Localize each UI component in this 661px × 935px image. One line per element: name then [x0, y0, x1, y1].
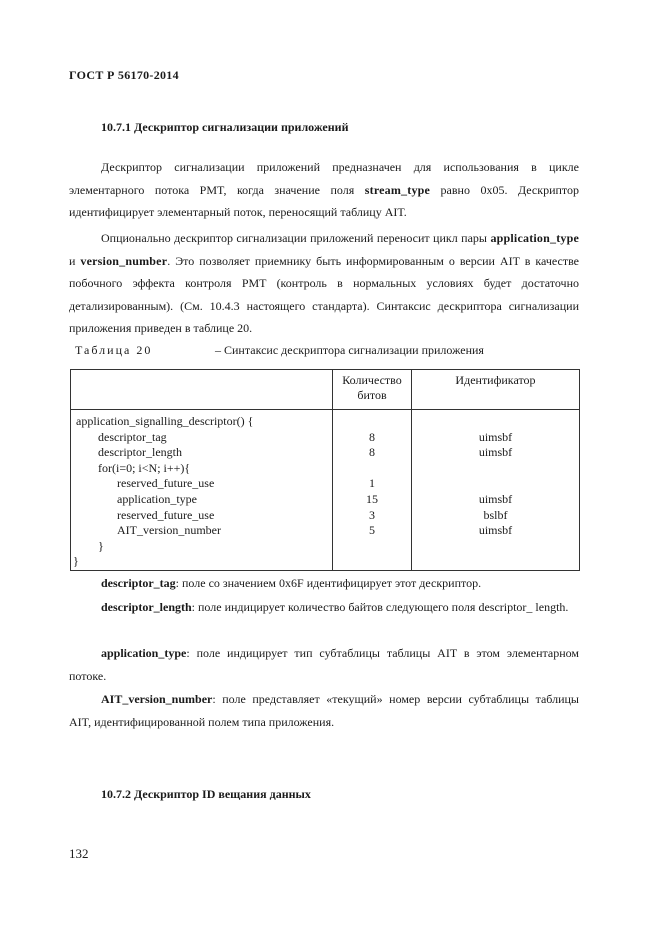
header-syntax	[71, 370, 333, 410]
paragraph-2-text-b: и	[69, 253, 81, 268]
identifier-cell	[412, 414, 579, 430]
section-title-10-7-2: 10.7.2 Дескриптор ID вещания данных	[101, 787, 311, 801]
field-name: descriptor_tag	[101, 576, 176, 590]
field-name: application_type	[101, 646, 187, 660]
field-description-text: : поле индицирует тип субтаблицы таблицы AIT в этом элементарном потоке.	[69, 646, 579, 683]
table-caption-title: – Синтаксис дескриптора сигнализации приложения	[215, 343, 484, 357]
identifier-cell: bslbf	[483, 507, 508, 522]
syntax-line: application_type	[117, 491, 197, 506]
bits-cell	[333, 461, 411, 477]
syntax-line: AIT_version_number	[117, 523, 221, 538]
syntax-table	[70, 369, 580, 571]
bits-cell: 8	[369, 429, 375, 444]
page-number: 132	[69, 846, 89, 861]
section-title-10-7-1: 10.7.1 Дескриптор сигнализации приложений	[101, 120, 349, 134]
field-description-text: : поле со значением 0x6F идентифицирует этот дескриптор.	[175, 576, 482, 590]
syntax-line: }	[73, 554, 79, 569]
stream-type-term: stream_type	[364, 182, 431, 197]
paragraph-1-text-b: равно 0x05. Дескриптор идентифицирует элементарный поток, переносящий таблицу AIT.	[69, 182, 579, 219]
syntax-line: }	[98, 538, 104, 553]
field-description	[69, 642, 579, 687]
syntax-line: application_signalling_descriptor() {	[76, 414, 254, 428]
field-description-text: : поле представляет «текущий» номер версии субтаблицы таблицы AIT, идентифицированной полем типа приложения.	[69, 692, 579, 729]
bits-cell: 1	[369, 476, 375, 491]
header-bits: Количество битов	[333, 370, 412, 410]
field-description	[69, 572, 579, 595]
bits-column	[333, 410, 412, 571]
paragraph-2-text-c: . Это позволяет приемнику быть информированным о версии AIT в качестве побочного эффекта контроля PMT (контроль в нормальных условиях будет достаточно детализированным). (См. 10.4.3 настоящего стандарта). Синтаксис дескриптора сигнализации приложения приведен в таблице 20.	[69, 253, 579, 335]
bits-cell	[333, 414, 411, 430]
identifier-cell	[412, 476, 579, 492]
syntax-line: reserved_future_use	[117, 476, 215, 491]
bits-cell: 3	[369, 507, 375, 522]
paragraph-1-text-a: Дескриптор сигнализации приложений предназначен для использования в цикле элементарного потока PMT, когда значение поля	[69, 160, 579, 197]
bits-cell: 15	[366, 491, 378, 506]
field-name: AIT_version_number	[101, 692, 213, 706]
identifier-cell	[412, 461, 579, 477]
identifier-column	[412, 410, 580, 571]
identifier-cell: uimsbf	[478, 523, 513, 538]
paragraph-2	[69, 227, 579, 340]
identifier-cell: uimsbf	[478, 429, 513, 444]
field-description	[69, 596, 579, 619]
document-header: ГОСТ Р 56170-2014	[69, 68, 179, 82]
bits-cell: 8	[369, 445, 375, 460]
table-caption-label: Таблица 20	[75, 343, 153, 357]
field-name: descriptor_length	[101, 600, 192, 614]
paragraph-2-text-a: Опционально дескриптор сигнализации приложений переносит цикл пары	[101, 231, 491, 245]
table-caption	[75, 343, 484, 358]
identifier-cell: uimsbf	[478, 445, 513, 460]
identifier-cell: uimsbf	[478, 491, 513, 506]
version-number-term: version_number	[80, 253, 168, 268]
field-description	[69, 688, 579, 733]
syntax-line: descriptor_length	[98, 445, 182, 460]
application-type-term: application_type	[490, 231, 579, 245]
paragraph-1	[69, 156, 579, 224]
bits-cell: 5	[369, 523, 375, 538]
syntax-line: for(i=0; i<N; i++){	[98, 460, 191, 475]
table-header-row	[71, 370, 580, 410]
table-body-row	[71, 410, 580, 571]
syntax-line: descriptor_tag	[98, 429, 167, 444]
header-identifier: Идентификатор	[412, 370, 580, 410]
syntax-column	[71, 410, 333, 571]
field-description-text: : поле индицирует количество байтов следующего поля descriptor_ length.	[191, 600, 569, 614]
syntax-line: reserved_future_use	[117, 507, 215, 522]
